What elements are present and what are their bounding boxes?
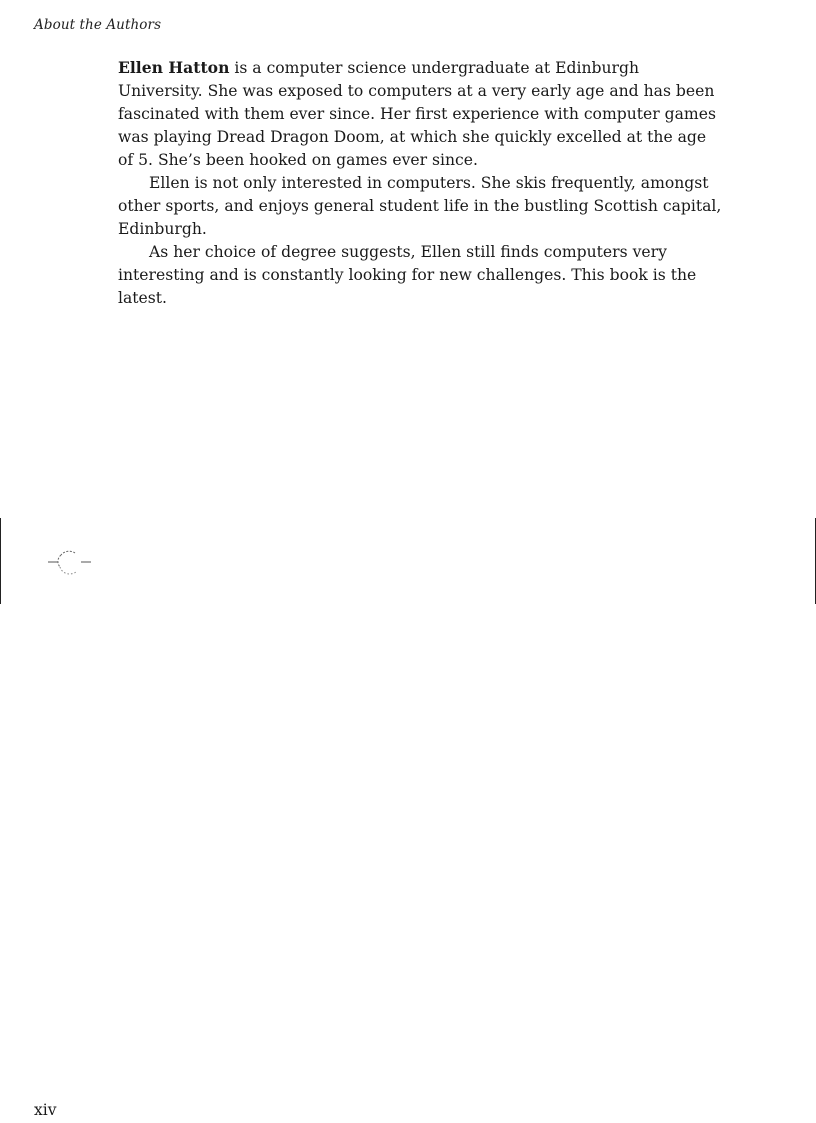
author-name: Ellen Hatton: [118, 58, 230, 77]
bio-paragraph-1: [118, 56, 722, 172]
page-number: xiv: [34, 1101, 57, 1119]
bio-paragraph-2: Ellen is not only interested in computers. She skis frequently, amongst other sports, and enjoys general student life in the bustling Scottish capital, Edinburgh.: [118, 174, 722, 238]
crop-mark-left: [0, 518, 1, 604]
bio-paragraph-3: As her choice of degree suggests, Ellen still finds computers very interesting and is constantly looking for new challenges. This book is the latest.: [118, 243, 697, 307]
author-bio: [118, 56, 722, 310]
registration-mark-icon: [47, 549, 93, 577]
running-head: About the Authors: [34, 17, 162, 33]
bio-paragraph-1-text: is a computer science undergraduate at Edinburgh University. She was exposed to computers at a very early age and has been fascinated with them ever since. Her first experience with computer games was playing Dread Dragon Doom, at which she quickly excelled at the age of 5. She’s been hooked on games ever since.: [118, 59, 716, 169]
